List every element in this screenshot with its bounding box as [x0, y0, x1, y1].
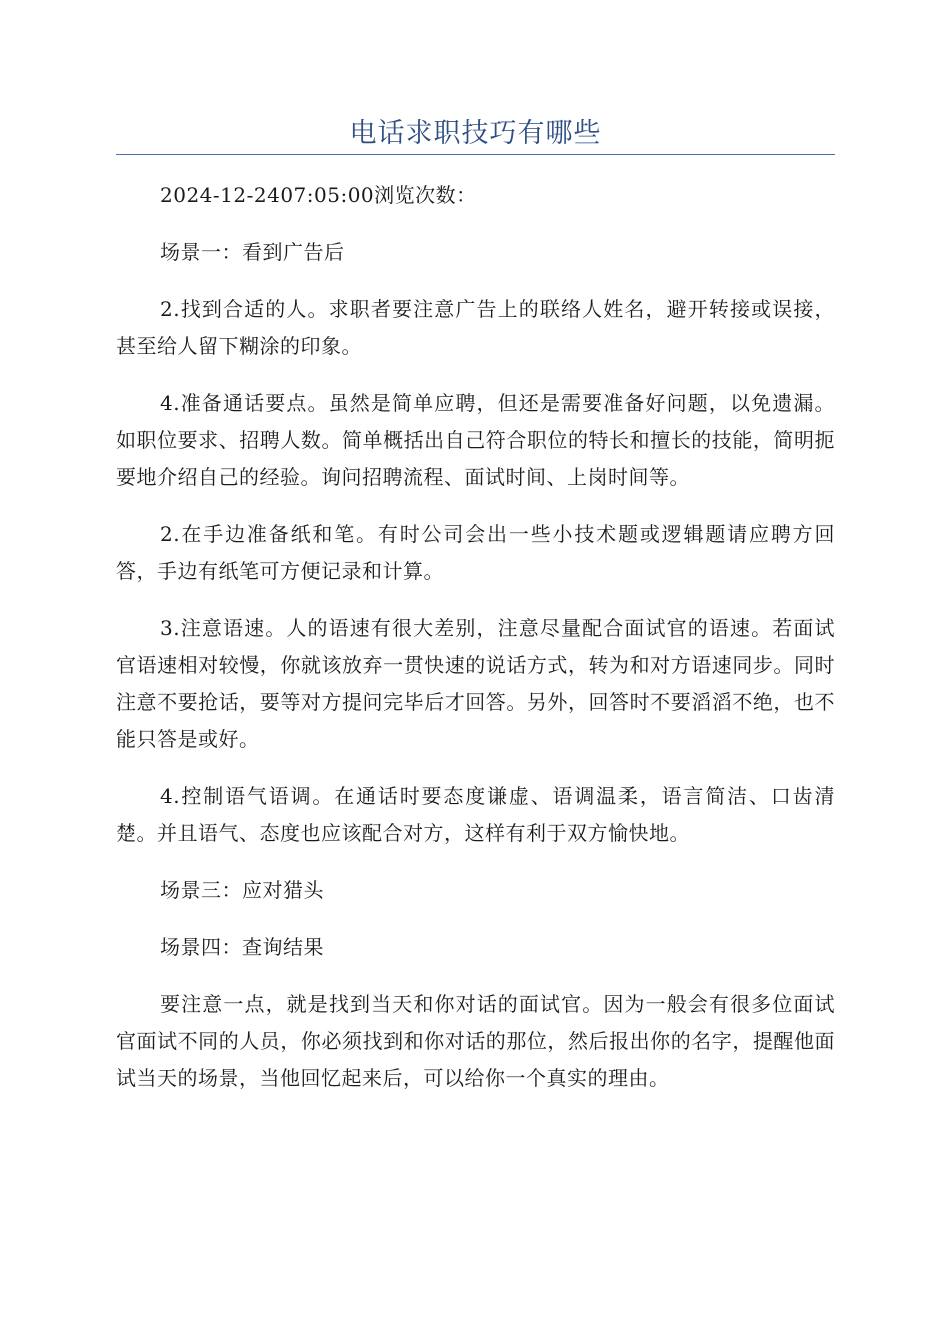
paragraph-4: 2.在手边准备纸和笔。有时公司会出一些小技术题或逻辑题请应聘方回答，手边有纸笔可方便记录和计算。 — [116, 522, 835, 583]
paragraph-6: 4.控制语气语调。在通话时要态度谦虚、语调温柔，语言简洁、口齿清楚。并且语气、态度也应该配合对方，这样有利于双方愉快地。 — [116, 784, 835, 845]
page-title: 电话求职技巧有哪些 — [349, 118, 602, 149]
paragraph-8: 场景四：查询结果 — [160, 935, 324, 959]
article-meta: 2024-12-2407:05:00浏览次数： — [160, 183, 477, 207]
paragraph-2: 2.找到合适的人。求职者要注意广告上的联络人姓名，避开转接或误接，甚至给人留下糊涂的印象。 — [116, 297, 835, 358]
paragraph-9: 要注意一点，就是找到当天和你对话的面试官。因为一般会有很多位面试官面试不同的人员，你必须找到和你对话的那位，然后报出你的名字，提醒他面试当天的场景，当他回忆起来后，可以给你一个真实的理由。 — [116, 992, 835, 1090]
title-underline — [116, 154, 835, 155]
paragraph-5: 3.注意语速。人的语速有很大差别，注意尽量配合面试官的语速。若面试官语速相对较慢，你就该放弃一贯快速的说话方式，转为和对方语速同步。同时注意不要抢话，要等对方提问完毕后才回答。另外，回答时不要滔滔不绝，也不能只答是或好。 — [116, 616, 835, 751]
paragraph-7: 场景三：应对猎头 — [160, 878, 324, 902]
paragraph-3: 4.准备通话要点。虽然是简单应聘，但还是需要准备好问题，以免遗漏。如职位要求、招聘人数。简单概括出自己符合职位的特长和擅长的技能，简明扼要地介绍自己的经验。询问招聘流程、面试时间、上岗时间等。 — [116, 391, 835, 489]
document-page — [116, 112, 835, 1117]
paragraph-1: 场景一：看到广告后 — [160, 240, 345, 264]
